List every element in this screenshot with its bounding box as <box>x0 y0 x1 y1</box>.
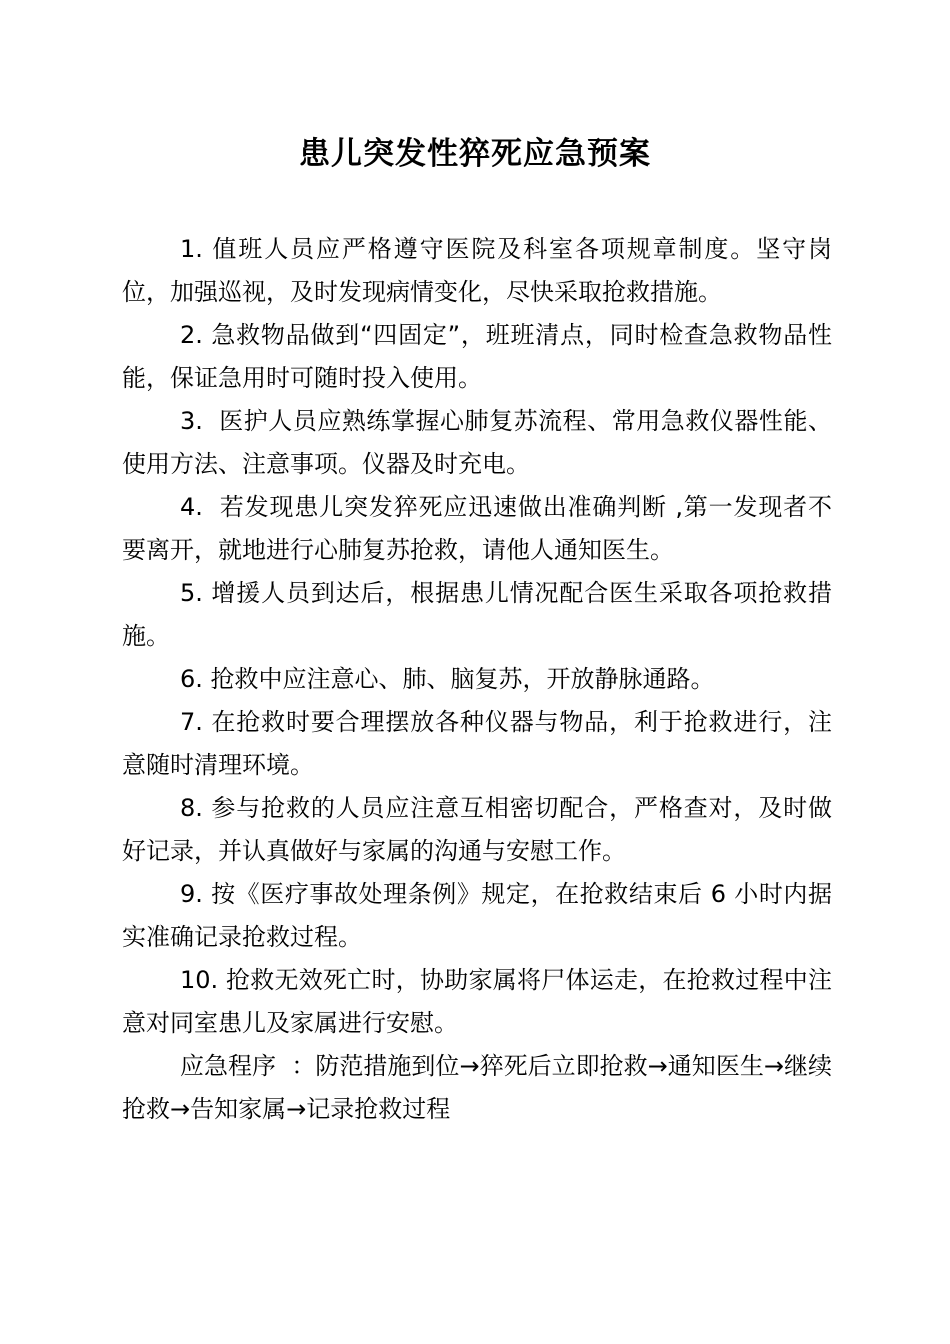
document-title: 患儿突发性猝死应急预案 <box>299 136 651 172</box>
paragraph-4: 4. 若发现患儿突发猝死应迅速做出准确判断 ,第一发现者不要离开，就地进行心肺复苏抢救，请他人通知医生。 <box>122 493 832 564</box>
paragraph-2: 2. 急救物品做到“四固定”，班班清点，同时检查急救物品性能，保证急用时可随时投入使用。 <box>122 321 832 392</box>
document-body <box>122 228 832 1131</box>
paragraph-7: 7. 在抢救时要合理摆放各种仪器与物品，利于抢救进行，注意随时清理环境。 <box>122 708 832 779</box>
paragraph-1: 1. 值班人员应严格遵守医院及科室各项规章制度。坚守岗位，加强巡视，及时发现病情变化，尽快采取抢救措施。 <box>122 235 832 306</box>
paragraph-8: 8. 参与抢救的人员应注意互相密切配合，严格查对，及时做好记录，并认真做好与家属的沟通与安慰工作。 <box>122 794 832 865</box>
paragraph-6: 6. 抢救中应注意心、肺、脑复苏，开放静脉通路。 <box>180 665 715 693</box>
paragraph-9: 9. 按《医疗事故处理条例》规定，在抢救结束后 6 小时内据实准确记录抢救过程。 <box>122 880 832 951</box>
emergency-procedure: 应急程序 ：防范措施到位→猝死后立即抢救→通知医生→继续抢救→告知家属→记录抢救过程 <box>122 1052 832 1123</box>
paragraph-3: 3. 医护人员应熟练掌握心肺复苏流程、常用急救仪器性能、使用方法、注意事项。仪器及时充电。 <box>122 407 832 478</box>
paragraph-10: 10. 抢救无效死亡时，协助家属将尸体运走，在抢救过程中注意对同室患儿及家属进行安慰。 <box>122 966 832 1037</box>
paragraph-5: 5. 增援人员到达后，根据患儿情况配合医生采取各项抢救措施。 <box>122 579 832 650</box>
